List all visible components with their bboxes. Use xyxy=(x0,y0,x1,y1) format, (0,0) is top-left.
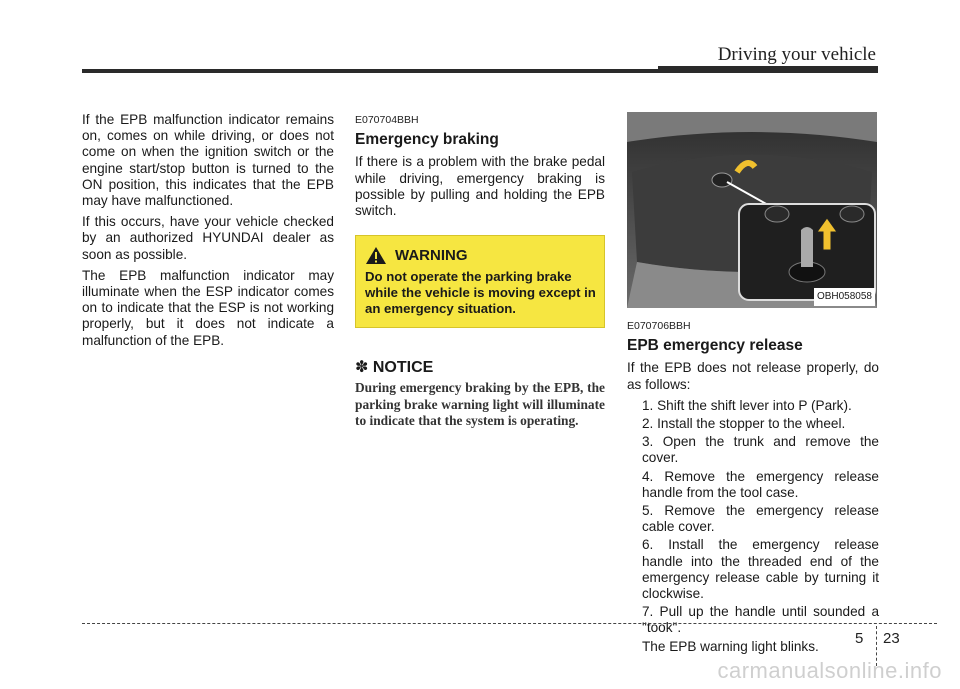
warning-triangle-icon xyxy=(365,246,387,265)
warning-title: WARNING xyxy=(395,246,468,264)
paragraph: If the EPB does not release properly, do as follows: xyxy=(627,360,879,392)
list-item: 5. Remove the emergency release cable cover. xyxy=(642,503,879,535)
watermark: carmanualsonline.info xyxy=(717,658,942,683)
trunk-illustration xyxy=(627,112,877,308)
warning-box xyxy=(355,235,605,328)
section-title: Driving your vehicle xyxy=(717,44,876,65)
section-code: E070704BBH xyxy=(355,114,419,126)
paragraph: If the EPB malfunction indicator remains on, comes on while driving, or does not come on when the ignition switch or the engine start/stop button is turned to the ON position, this indicates that the EPB may have malfunctioned. xyxy=(82,112,334,209)
list-item: 4. Remove the emergency release handle from the tool case. xyxy=(642,468,879,500)
list-item: 2. Install the stopper to the wheel. xyxy=(642,416,846,432)
column-middle xyxy=(355,112,605,430)
trunk-image xyxy=(627,112,877,308)
figure-label: OBH058058 xyxy=(814,288,875,306)
list-item: 3. Open the trunk and remove the cover. xyxy=(642,434,879,466)
column-left xyxy=(82,112,334,354)
list-item: 7. Pull up the handle until sounded a "took". xyxy=(642,604,879,636)
paragraph: If this occurs, have your vehicle checked by an authorized HYUNDAI dealer as soon as possible. xyxy=(82,214,334,262)
list-item: 1. Shift the shift lever into P (Park). xyxy=(642,397,852,413)
column-right xyxy=(627,112,879,655)
chapter-number: 5 xyxy=(855,630,864,647)
section-code: E070706BBH xyxy=(627,320,691,332)
paragraph: The EPB malfunction indicator may illuminate when the ESP indicator comes on to indicate that the ESP is not working properly, but it does not indicate a malfunction of the EPB. xyxy=(82,267,334,348)
step-result: The EPB warning light blinks. xyxy=(642,638,819,654)
warning-header xyxy=(365,246,596,265)
footer-rule xyxy=(82,623,937,624)
notice-text: During emergency braking by the EPB, the parking brake warning light will illuminate to indicate that the system is operating. xyxy=(355,380,605,429)
release-steps xyxy=(627,398,879,637)
heading-emergency-braking: Emergency braking xyxy=(355,131,499,149)
header-rule-accent xyxy=(658,66,878,73)
paragraph: If there is a problem with the brake pedal while driving, emergency braking is possible by pulling and holding the EPB switch. xyxy=(355,154,605,219)
list-item: 6. Install the emergency release handle into the threaded end of the emergency release cable by turning it clockwise. xyxy=(642,537,879,602)
page-number: 23 xyxy=(883,630,900,647)
heading-epb-emergency-release: EPB emergency release xyxy=(627,337,803,355)
warning-text: Do not operate the parking brake while the vehicle is moving except in an emergency situation. xyxy=(365,269,596,317)
notice-title: ✽ NOTICE xyxy=(355,359,434,377)
